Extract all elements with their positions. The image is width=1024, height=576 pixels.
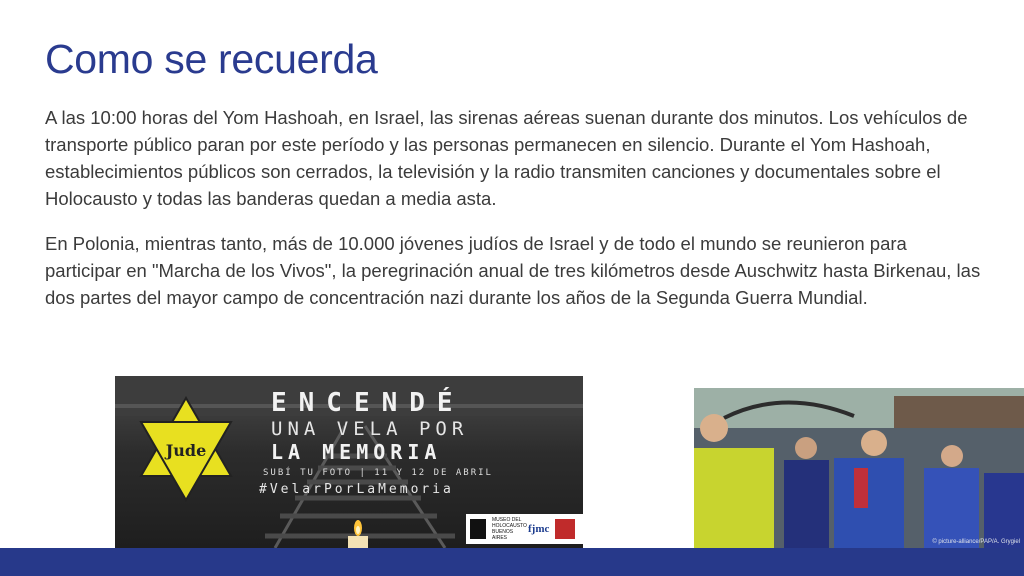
red-crest-logo-icon [555,519,575,539]
bottom-accent-bar [0,548,1024,576]
sponsor-logos [466,514,583,544]
banner-line-2: UNA VELA POR [271,418,469,440]
banner-dates: SUBÍ TU FOTO | 11 Y 12 DE ABRIL [263,468,493,478]
banner-line-1: ENCENDÉ [271,388,465,418]
museo-logo-text: MUSEO DEL HOLOCAUSTO BUENOS AIRES [492,517,527,541]
star-text: Jude [165,441,207,460]
fjmc-logo: fjmc [528,523,550,535]
slide-title: Como se recuerda [45,36,378,82]
paragraph-yom-hashoah: A las 10:00 horas del Yom Hashoah, en Israel, las sirenas aéreas suenan durante dos minutos. Los vehículos de transporte público paran por este período y las personas permanecen en silencio. Durante el Yom Hashoah, establecimientos públicos son cerrados, la televisión y la radio transmiten canciones y documentales sobre el Holocausto y todas las banderas quedan a media asta. [45,107,968,209]
banner-line-3: LA MEMORIA [271,440,442,464]
march-of-the-living-photo [694,388,1024,548]
paragraph-marcha-vivos: En Polonia, mientras tanto, más de 10.000 jóvenes judíos de Israel y de todo el mundo se reunieron para participar en "Marcha de los Vivos", la peregrinación anual de tres kilómetros desde Auschwitz hasta Birkenau, las dos partes del mayor campo de concentración nazi durante los años de la Segunda Guerra Mundial. [45,233,981,308]
museo-logo-icon [470,519,486,539]
crowd-photo-graphic [694,388,1024,548]
memorial-banner-image [115,376,583,548]
banner-hashtag: #VelarPorLaMemoria [259,482,454,497]
photo-credit: © picture-alliance/PAP/A. Grygiel [932,539,1020,545]
slide-body [45,104,985,329]
yellow-star-icon [131,394,241,504]
candle-icon [343,518,373,548]
